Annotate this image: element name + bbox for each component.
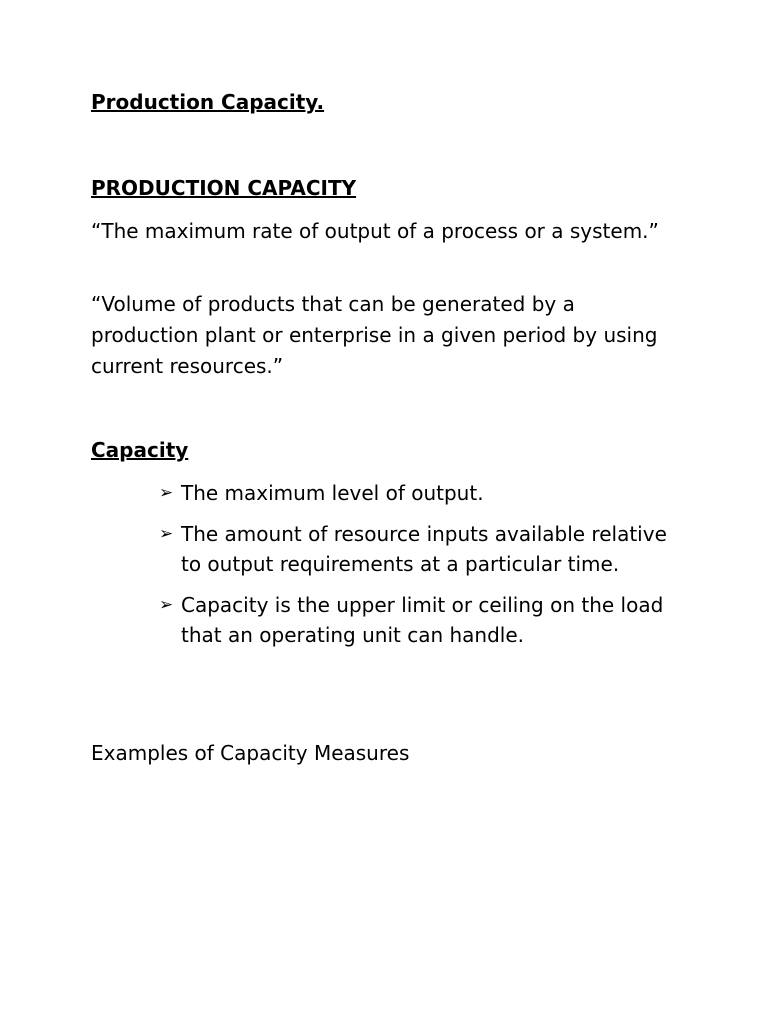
- definition-paragraph-2: “Volume of products that can be generated by a production plant or enterprise in a given period by using current resources.”: [91, 292, 658, 378]
- examples-heading: Examples of Capacity Measures: [91, 741, 410, 765]
- bullet-text: The amount of resource inputs available relative to output requirements at a particular time.: [181, 521, 667, 576]
- document-title: Production Capacity.: [91, 90, 325, 114]
- arrowhead-bullet-icon: ➢: [159, 523, 174, 544]
- capacity-bullet-list: [159, 478, 679, 661]
- section-heading-production-capacity: PRODUCTION CAPACITY: [91, 176, 357, 200]
- arrowhead-bullet-icon: ➢: [159, 594, 174, 615]
- bullet-text: The maximum level of output.: [181, 481, 484, 505]
- bullet-item: [159, 519, 679, 580]
- bullet-text: Capacity is the upper limit or ceiling on the load that an operating unit can handle.: [181, 592, 664, 647]
- bullet-item: [159, 478, 679, 509]
- arrowhead-bullet-icon: ➢: [159, 483, 174, 503]
- bullet-item: [159, 590, 679, 651]
- section-heading-capacity: Capacity: [91, 438, 189, 462]
- definition-paragraph-1: “The maximum rate of output of a process or a system.”: [91, 219, 659, 243]
